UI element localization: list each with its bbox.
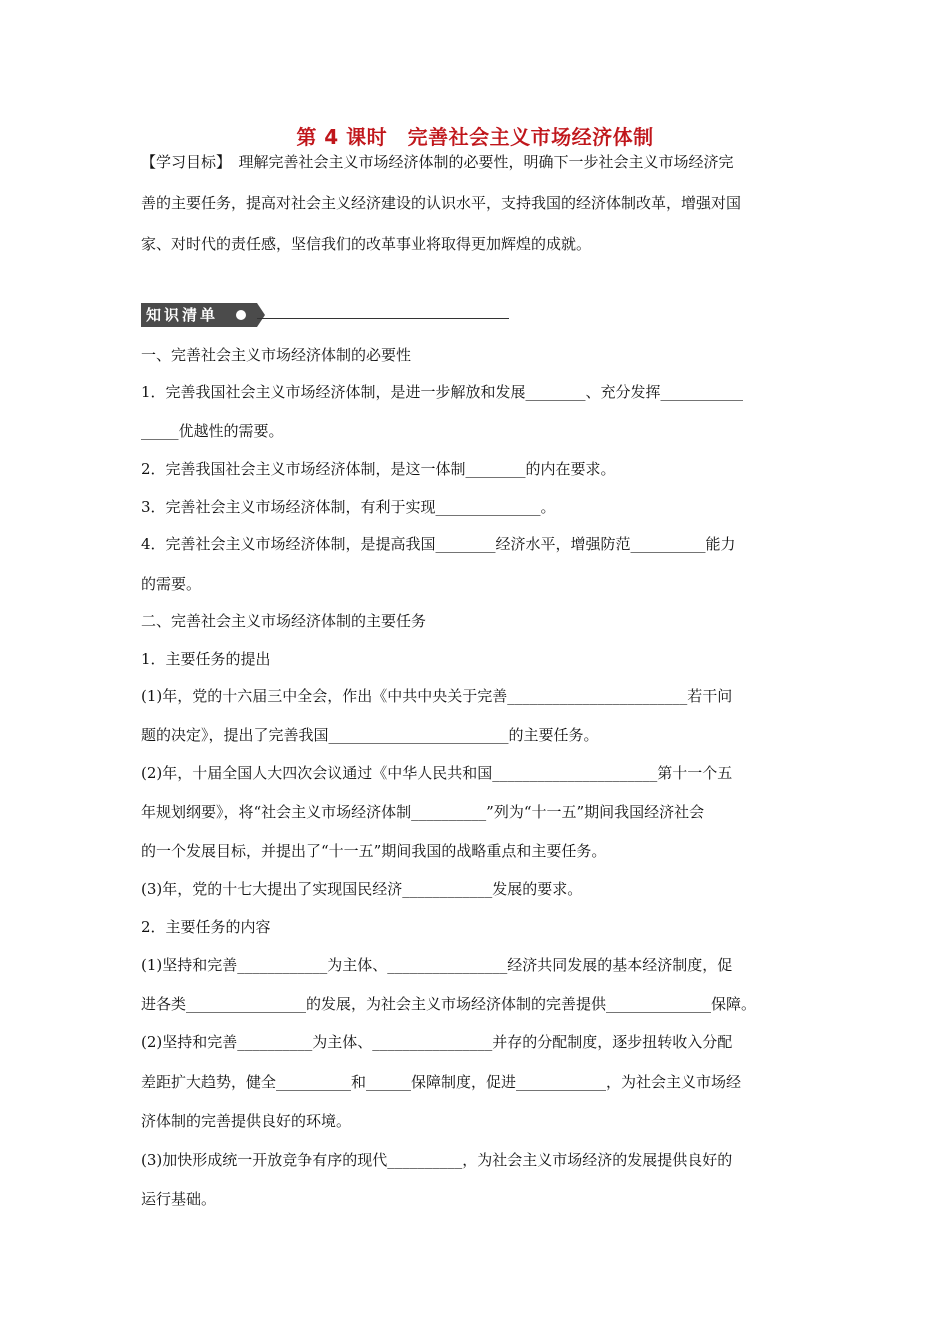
section-badge-label: 知识清单: [146, 306, 219, 324]
content-line: 2．主要任务的内容: [141, 918, 271, 936]
content-line: 4．完善社会主义市场经济体制，是提高我国________经济水平，增强防范__________能力: [141, 535, 736, 553]
content-line: 的一个发展目标，并提出了“十一五”期间我国的战略重点和主要任务。: [141, 842, 607, 860]
content-line: 一、完善社会主义市场经济体制的必要性: [141, 346, 412, 364]
circle-bullet-icon: [236, 310, 246, 320]
content-line: (1)坚持和完善____________为主体、________________经济共同发展的基本经济制度，促: [141, 956, 733, 974]
content-line: (3)年，党的十七大提出了实现国民经济____________发展的要求。: [141, 880, 583, 898]
content-line: (2)坚持和完善__________为主体、________________并存的分配制度，逐步扭转收入分配: [141, 1033, 733, 1051]
content-line: 3．完善社会主义市场经济体制，有利于实现______________。: [141, 498, 556, 516]
content-line: 运行基础。: [141, 1190, 217, 1208]
section-header: [141, 303, 511, 327]
learning-goal-tag: 【学习目标】: [141, 153, 224, 171]
content-line: 年规划纲要》，将“社会主义市场经济体制__________”列为“十一五”期间我国经济社会: [141, 803, 705, 821]
content-line: 1．主要任务的提出: [141, 650, 271, 668]
content-line: 2．完善我国社会主义市场经济体制，是这一体制________的内在要求。: [141, 460, 616, 478]
lesson-title: 第 4 课时 完善社会主义市场经济体制: [296, 125, 654, 149]
content-line: 1．完善我国社会主义市场经济体制，是进一步解放和发展________、充分发挥___________: [141, 383, 744, 401]
content-line: 差距扩大趋势，健全__________和______保障制度，促进____________，为社会主义市场经: [141, 1073, 742, 1091]
content-line: 进各类________________的发展，为社会主义市场经济体制的完善提供______________保障。: [141, 995, 757, 1013]
content-line: (2)年，十届全国人大四次会议通过《中华人民共和国______________________第十一个五: [141, 764, 733, 782]
content-line: 的需要。: [141, 575, 202, 593]
content-line: 二、完善社会主义市场经济体制的主要任务: [141, 612, 427, 630]
learning-goal-line-2: 善的主要任务，提高对社会主义经济建设的认识水平，支持我国的经济体制改革，增强对国: [141, 194, 742, 212]
section-divider: [257, 318, 509, 319]
badge-arrow-tip: [257, 303, 265, 327]
content-line: (3)加快形成统一开放竞争有序的现代__________，为社会主义市场经济的发展提供良好的: [141, 1151, 733, 1169]
content-line: (1)年，党的十六届三中全会，作出《中共中央关于完善________________________若干问: [141, 687, 733, 705]
learning-goal-line-1: [141, 151, 816, 173]
content-line: 题的决定》，提出了完善我国________________________的主要任务。: [141, 726, 599, 744]
content-line: 济体制的完善提供良好的环境。: [141, 1112, 352, 1130]
content-line: _____优越性的需要。: [141, 422, 284, 440]
learning-goal-text: 理解完善社会主义市场经济体制的必要性，明确下一步社会主义市场经济完: [223, 153, 734, 171]
learning-goal-line-3: 家、对时代的责任感，坚信我们的改革事业将取得更加辉煌的成就。: [141, 235, 592, 253]
